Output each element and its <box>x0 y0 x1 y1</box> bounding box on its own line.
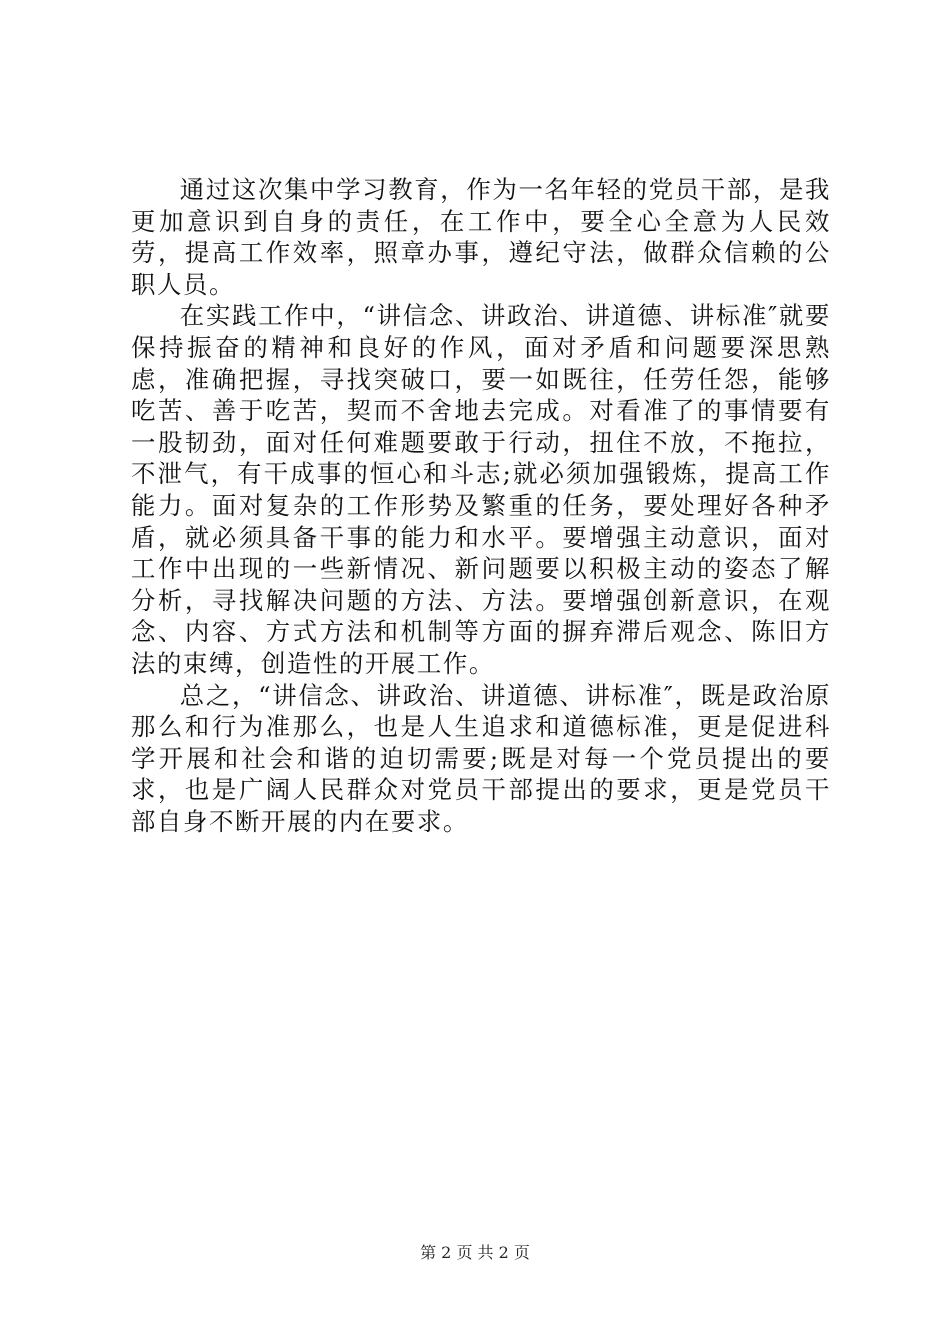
paragraph-practice: 在实践工作中，“讲信念、讲政治、讲道德、讲标准″就要保持振奋的精神和良好的作风，面对矛盾和问题要深思熟虑，准确把握，寻找突破口，要一如既往，任劳任怨，能够吃苦、善于吃苦，契而不舍地去完成。对看准了的事情要有一股韧劲，面对任何难题要敢于行动，扭住不放，不拖拉，不泄气，有干成事的恒心和斗志;就必须加强锻炼，提高工作能力。面对复杂的工作形势及繁重的任务，要处理好各种矛盾，就必须具备干事的能力和水平。要增强主动意识，面对工作中出现的一些新情况、新问题要以积极主动的姿态了解分析，寻找解决问题的方法、方法。要增强创新意识，在观念、内容、方式方法和机制等方面的摒弃滞后观念、陈旧方法的束缚，创造性的开展工作。 <box>131 301 831 678</box>
paragraph-conclusion: 总之，“讲信念、讲政治、讲道德、讲标准″，既是政治原那么和行为准那么，也是人生追求和道德标准，更是促进科学开展和社会和谐的迫切需要;既是对每一个党员提出的要求，也是广阔人民群众对党员干部提出的要求，更是党员干部自身不断开展的内在要求。 <box>131 680 831 836</box>
document-body <box>131 174 831 837</box>
page-footer: 第 2 页 共 2 页 <box>420 1243 530 1262</box>
paragraph-commitment: 通过这次集中学习教育，作为一名年轻的党员干部，是我更加意识到自身的责任，在工作中，要全心全意为人民效劳，提高工作效率，照章办事，遵纪守法，做群众信赖的公职人员。 <box>131 175 831 299</box>
